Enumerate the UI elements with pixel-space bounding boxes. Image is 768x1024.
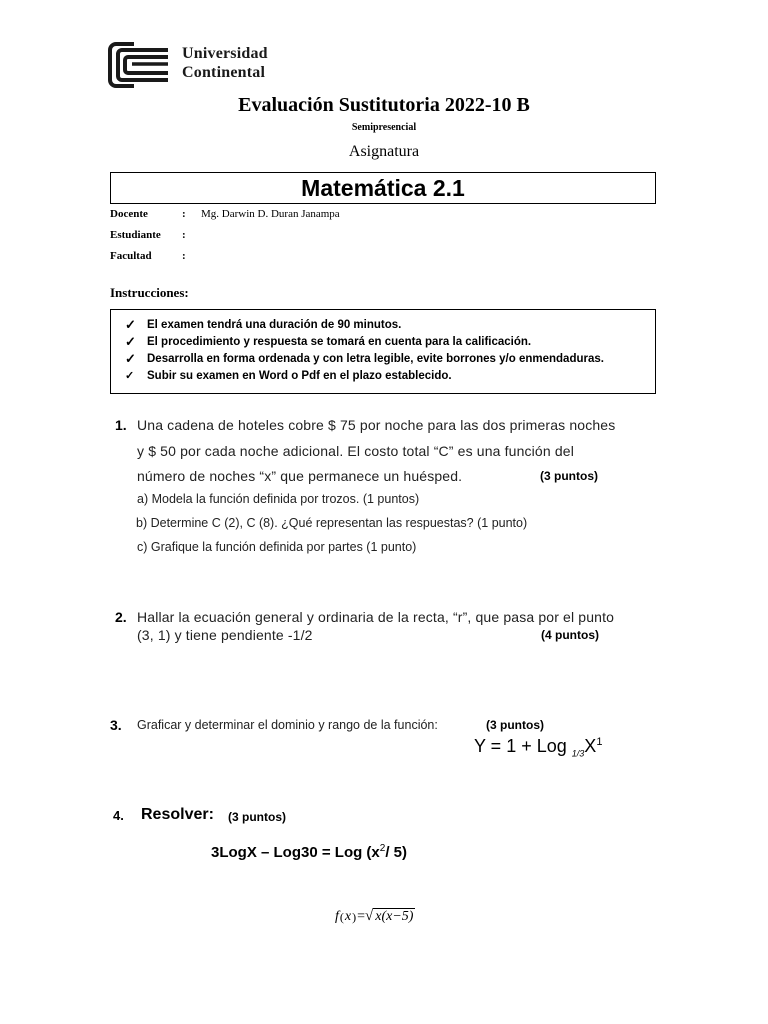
checkmark-icon: ✓	[125, 350, 136, 366]
instructions-title: Instrucciones:	[110, 285, 189, 300]
formula-x: x	[344, 909, 352, 924]
formula-equals: =	[357, 909, 366, 924]
docente-label: Docente	[110, 208, 148, 220]
question-4-points: (3 puntos)	[228, 810, 286, 824]
university-name-line2: Continental	[182, 64, 266, 81]
question-4-text: Resolver:	[141, 806, 214, 823]
question-1-line2: y $ 50 por cada noche adicional. El costo total “C” es una función del	[137, 443, 574, 459]
university-name-line1: Universidad	[182, 45, 268, 62]
question-4-number: 4.	[113, 808, 124, 823]
question-3-number: 3.	[110, 717, 122, 733]
question-1c: c) Grafique la función definida por partes (1 punto)	[137, 540, 417, 554]
question-1a: a) Modela la función definida por trozos. (1 puntos)	[137, 492, 420, 506]
formula-log-base: 1/3	[571, 748, 585, 759]
facultad-colon: :	[182, 250, 186, 262]
subject-label: Asignatura	[348, 143, 420, 160]
formula-f: f	[335, 909, 339, 924]
question-3-points: (3 puntos)	[486, 718, 544, 732]
checkmark-icon: ✓	[125, 370, 135, 382]
checkmark-icon: ✓	[125, 316, 136, 332]
instructions-box	[110, 309, 656, 394]
estudiante-colon: :	[182, 229, 186, 241]
formula-exponent: 1	[596, 736, 603, 748]
question-2-points: (4 puntos)	[541, 628, 599, 642]
estudiante-label: Estudiante	[110, 229, 161, 241]
question-1-line3: número de noches “x” que permanece un huésped.	[137, 468, 463, 484]
question-3-text: Graficar y determinar el dominio y rango de la función:	[137, 718, 438, 732]
formula-part-a: 3LogX – Log30 = Log (x	[211, 844, 380, 861]
question-1b: b) Determine C (2), C (8). ¿Qué representan las respuestas? (1 punto)	[136, 516, 528, 530]
instruction-item	[125, 333, 655, 350]
question-2-line2: (3, 1) y tiene pendiente -1/2	[137, 627, 313, 643]
question-3-formula	[474, 736, 602, 759]
formula-variable: X	[584, 736, 597, 756]
instruction-text: El procedimiento y respuesta se tomará en cuenta para la calificación.	[147, 335, 532, 348]
question-2-line1: Hallar la ecuación general y ordinaria de la recta, “r”, que pasa por el punto	[137, 609, 615, 625]
formula-exponent: 2	[379, 843, 386, 854]
university-logo-icon	[108, 42, 170, 88]
instruction-item	[125, 350, 655, 367]
exam-title: Evaluación Sustitutoria 2022-10 B	[238, 94, 530, 116]
question-2-number: 2.	[115, 609, 127, 625]
instruction-text: Subir su examen en Word o Pdf en el plazo establecido.	[147, 369, 452, 382]
formula-main: Y = 1 + Log	[474, 736, 567, 756]
instruction-text: El examen tendrá una duración de 90 minutos.	[147, 318, 402, 331]
docente-colon: :	[182, 208, 186, 220]
question-4-formula	[211, 843, 407, 861]
instruction-text: Desarrolla en forma ordenada y con letra legible, evite borrones y/o enmendaduras.	[147, 352, 604, 365]
exam-modality: Semipresencial	[351, 122, 417, 133]
subject-box	[110, 172, 656, 204]
docente-value: Mg. Darwin D. Duran Janampa	[201, 208, 340, 220]
question-1-number: 1.	[115, 417, 127, 433]
question-1-points: (3 puntos)	[540, 469, 598, 483]
subject-name: Matemática 2.1	[301, 174, 465, 201]
instruction-item	[125, 367, 655, 384]
facultad-label: Facultad	[110, 250, 152, 262]
question-1-line1: Una cadena de hoteles cobre $ 75 por noche para las dos primeras noches	[137, 417, 616, 433]
sqrt-icon: √	[365, 908, 374, 924]
instruction-item	[125, 316, 655, 333]
checkmark-icon: ✓	[125, 333, 136, 349]
function-formula: f ( x ) = √ x(x−5)	[335, 908, 414, 924]
formula-part-b: / 5)	[385, 844, 408, 861]
formula-radicand: x(x−5)	[375, 909, 414, 924]
